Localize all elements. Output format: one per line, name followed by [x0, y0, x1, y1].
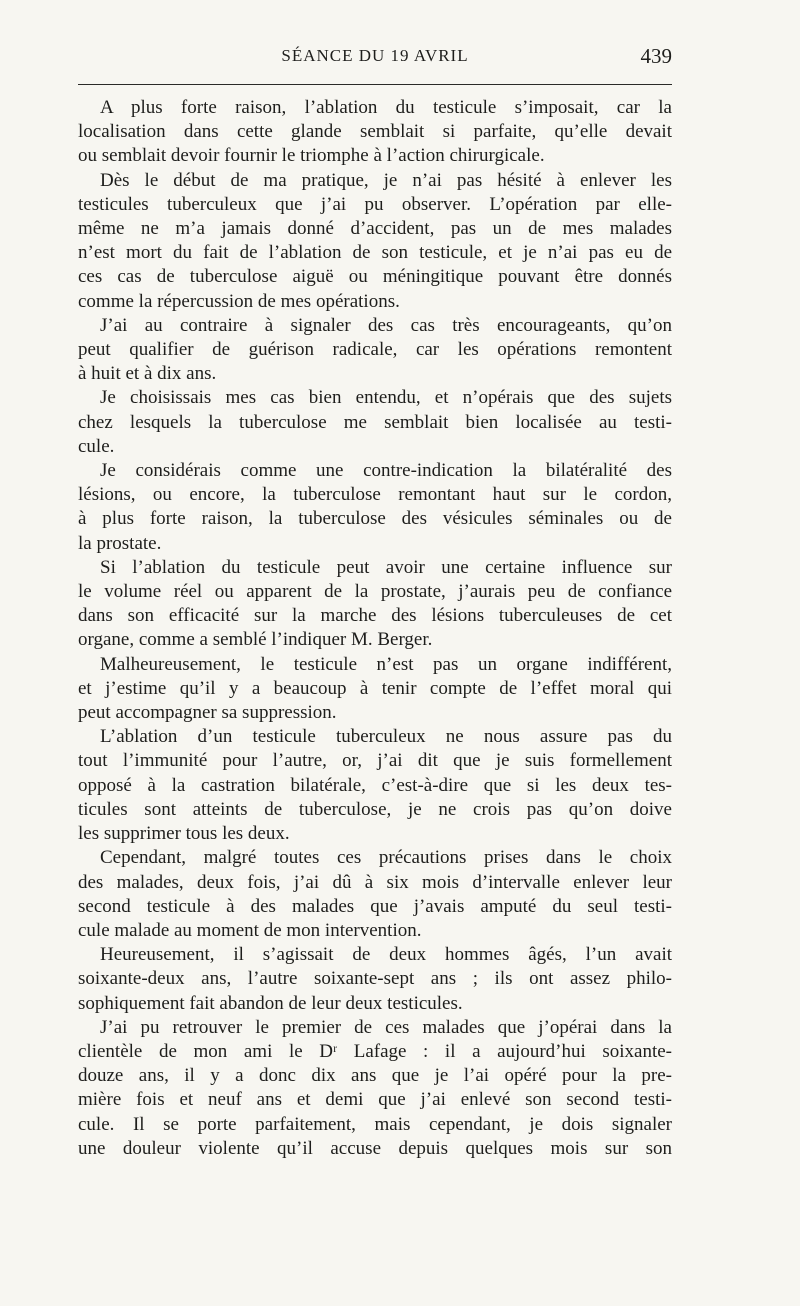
paragraph	[78, 943, 672, 1016]
text-line: des malades, deux fois, j’ai dû à six mois d’intervalle enlever leur	[78, 871, 672, 893]
text-line: n’est mort du fait de l’ablation de son testicule, et je n’ai pas eu de	[78, 242, 672, 264]
text-line: le volume réel ou apparent de la prostate, j’aurais peu de confiance	[78, 581, 672, 603]
paragraph	[78, 653, 672, 726]
text-line: opposé à la castration bilatérale, c’est-à-dire que si les deux tes-	[78, 774, 672, 796]
text-line: J’ai au contraire à signaler des cas très encourageants, qu’on	[100, 314, 672, 336]
text-line: Si l’ablation du testicule peut avoir une certaine influence sur	[100, 556, 672, 578]
paragraph	[78, 846, 672, 943]
paragraph	[78, 386, 672, 459]
text-line: comme la répercussion de mes opérations.	[78, 290, 400, 312]
text-line: Dès le début de ma pratique, je n’ai pas hésité à enlever les	[100, 169, 672, 191]
paragraph	[78, 169, 672, 314]
text-line: sophiquement fait abandon de leur deux testicules.	[78, 992, 463, 1014]
text-line: mière fois et neuf ans et demi que j’ai enlevé son second testi-	[78, 1089, 672, 1111]
text-line: soixante-deux ans, l’autre soixante-sept ans ; ils ont assez philo-	[78, 968, 672, 990]
text-line: lésions, ou encore, la tuberculose remontant haut sur le cordon,	[78, 484, 672, 506]
text-line: L’ablation d’un testicule tuberculeux ne nous assure pas du	[100, 726, 672, 748]
text-line: J’ai pu retrouver le premier de ces malades que j’opérai dans la	[100, 1016, 672, 1038]
text-line: cule malade au moment de mon intervention.	[78, 919, 422, 941]
paragraph	[78, 459, 672, 556]
running-head	[78, 42, 672, 70]
paragraph	[78, 1016, 672, 1161]
text-line: organe, comme a semblé l’indiquer M. Berger.	[78, 629, 433, 651]
text-line: second testicule à des malades que j’avais amputé du seul testi-	[78, 895, 672, 917]
paragraph	[78, 96, 672, 169]
text-line: ou semblait devoir fournir le triomphe à l’action chirurgicale.	[78, 145, 545, 167]
text-line: testicules tuberculeux que j’ai pu observer. L’opération par elle-	[78, 193, 672, 215]
text-line: chez lesquels la tuberculose me semblait bien localisée au testi-	[78, 411, 672, 433]
text-line: ces cas de tuberculose aiguë ou méningitique pouvant être donnés	[78, 266, 672, 288]
page-number: 439	[640, 44, 672, 68]
text-line: même ne m’a jamais donné d’accident, pas un de mes malades	[78, 218, 672, 240]
text-line: peut accompagner sa suppression.	[78, 702, 337, 724]
text-line: une douleur violente qu’il accuse depuis quelques mois sur son	[78, 1137, 672, 1159]
paragraph	[78, 725, 672, 846]
text-line: Heureusement, il s’agissait de deux hommes âgés, l’un avait	[100, 944, 672, 966]
text-line: ticules sont atteints de tuberculose, je ne crois pas qu’on doive	[78, 798, 672, 820]
text-line: dans son efficacité sur la marche des lésions tuberculeuses de cet	[78, 605, 672, 627]
text-line: Je considérais comme une contre-indication la bilatéralité des	[100, 460, 672, 482]
text-line: tout l’immunité pour l’autre, or, j’ai dit que je suis formellement	[78, 750, 672, 772]
text-line: et j’estime qu’il y a beaucoup à tenir compte de l’effet moral qui	[78, 677, 672, 699]
text-line: à plus forte raison, la tuberculose des vésicules séminales ou de	[78, 508, 672, 530]
running-title: SÉANCE DU 19 AVRIL	[281, 46, 469, 65]
body-text	[78, 96, 672, 1161]
text-line: Je choisissais mes cas bien entendu, et n’opérais que des sujets	[100, 387, 672, 409]
paragraph	[78, 556, 672, 653]
text-line: les supprimer tous les deux.	[78, 823, 290, 845]
text-line: localisation dans cette glande semblait si parfaite, qu’elle devait	[78, 121, 672, 143]
paragraph	[78, 314, 672, 387]
text-line: cule.	[78, 435, 115, 457]
header-rule	[78, 84, 672, 85]
text-line: Malheureusement, le testicule n’est pas un organe indifférent,	[100, 653, 672, 675]
text-line: à huit et à dix ans.	[78, 363, 217, 385]
text-line: douze ans, il y a donc dix ans que je l’ai opéré pour la pre-	[78, 1065, 672, 1087]
text-line: A plus forte raison, l’ablation du testicule s’imposait, car la	[100, 97, 672, 118]
text-line: la prostate.	[78, 532, 162, 554]
text-line: cule. Il se porte parfaitement, mais cependant, je dois signaler	[78, 1113, 672, 1135]
text-line: clientèle de mon ami le Dʳ Lafage : il a aujourd’hui soixante-	[78, 1040, 672, 1062]
text-line: peut qualifier de guérison radicale, car les opérations remontent	[78, 339, 672, 361]
text-line: Cependant, malgré toutes ces précautions prises dans le choix	[100, 847, 672, 869]
